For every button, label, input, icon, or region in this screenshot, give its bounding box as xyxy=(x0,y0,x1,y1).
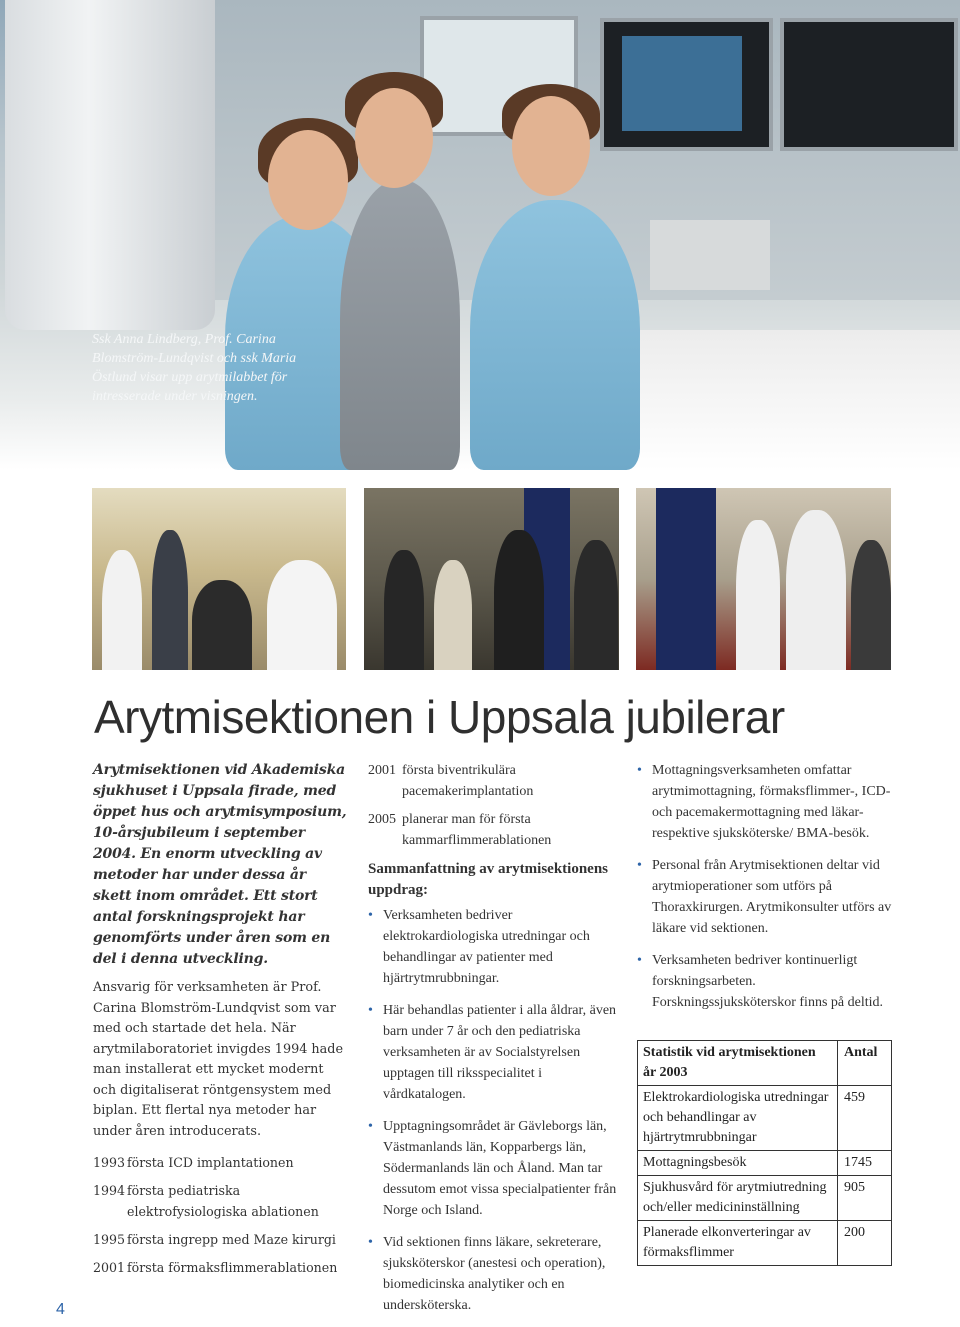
timeline-event: första ingrepp med Maze kirurgi xyxy=(127,1232,336,1247)
table-cell-label: Sjukhusvård för arytmiutredning och/eller medicininställning xyxy=(638,1176,838,1221)
table-cell-value: 200 xyxy=(838,1221,892,1266)
list-item: • Vid sektionen finns läkare, sekreterare, sjuksköterskor (anestesi och operation), biomedicinska analytiker och en undersköterska. xyxy=(368,1232,623,1316)
summary-heading: Sammanfattning av arytmisektionens uppdrag: xyxy=(368,861,609,898)
mission-list xyxy=(368,905,623,1316)
timeline-event: första pediatriska elektrofysiologiska ablationen xyxy=(127,1183,319,1219)
timeline-event: planerar man för första kammarflimmerablationen xyxy=(402,812,552,848)
table-header-label: Statistik vid arytmisektionen år 2003 xyxy=(638,1041,838,1086)
table-row xyxy=(638,1221,892,1266)
bullet-icon: • xyxy=(368,1119,373,1134)
activity-list xyxy=(637,760,892,1013)
list-item: • Verksamheten bedriver kontinuerligt forskningsarbeten. Forskningssjuksköterskor finns på deltid. xyxy=(637,950,892,1013)
bullet-icon: • xyxy=(637,763,642,778)
event-photo xyxy=(364,488,619,670)
column-2 xyxy=(368,760,623,1327)
timeline-event: första biventrikulära pacemakerimplantation xyxy=(402,763,534,799)
table-cell-label: Planerade elkonverteringar av förmaksflimmer xyxy=(638,1221,838,1266)
timeline-year: 1993 xyxy=(93,1155,126,1170)
table-row xyxy=(638,1151,892,1176)
bullet-icon: • xyxy=(368,1235,373,1250)
sink xyxy=(650,220,770,290)
page-number: 4 xyxy=(56,1301,65,1318)
bullet-icon: • xyxy=(637,953,642,968)
list-item: • Upptagningsområdet är Gävleborgs län, Västmanlands län, Kopparbergs län, Södermanlands län och Åland. Man tar dessutom emot vissa specialpatienter från Norge och Island. xyxy=(368,1116,623,1221)
timeline-row xyxy=(93,1257,348,1278)
timeline-row xyxy=(93,1180,348,1222)
table-header-value: Antal xyxy=(838,1041,892,1086)
table-cell-label: Elektrokardiologiska utredningar och behandlingar av hjärtrytmrubbningar xyxy=(638,1086,838,1151)
table-cell-value: 459 xyxy=(838,1086,892,1151)
column-3 xyxy=(637,760,892,1024)
monitor xyxy=(600,18,773,151)
bullet-icon: • xyxy=(637,858,642,873)
timeline-year: 1994 xyxy=(93,1183,126,1198)
list-item: • Verksamheten bedriver elektrokardiologiska utredningar och behandlingar av patienter med hjärtrytmrubbningar. xyxy=(368,905,623,989)
timeline-row xyxy=(93,1229,348,1250)
list-item: • Här behandlas patienter i alla åldrar, även barn under 7 år och den pediatriska verksamheten är av Socialstyrelsen upptagen till riksspecialitet i vårdkatalogen. xyxy=(368,1000,623,1105)
timeline-row xyxy=(93,1152,348,1173)
table-cell-value: 905 xyxy=(838,1176,892,1221)
intro-paragraph: Arytmisektionen vid Akademiska sjukhuset i Uppsala firade, med öppet hus och arytmisymposium, 10-årsjubileum i september 2004. En enorm utveckling av metoder har under dessa år skett inom området. Ett stort antal forskningsprojekt har genomförts under åren som en del i denna utveckling. xyxy=(93,762,347,967)
photo-caption: Ssk Anna Lindberg, Prof. Carina Blomström-Lundqvist och ssk Maria Östlund visar upp arytmilabbet för intresserade under visningen. xyxy=(92,332,297,404)
timeline-row xyxy=(368,760,623,802)
list-item: • Personal från Arytmisektionen deltar vid arytmioperationer som utförs på Thoraxkirurgen. Arytmikonsulter utförs av läkare vid sektionen. xyxy=(637,855,892,939)
bullet-icon: • xyxy=(368,908,373,923)
timeline-row xyxy=(368,809,623,851)
list-item: • Mottagningsverksamheten omfattar arytmimottagning, förmaksflimmer-, ICD- och pacemakermottagning med läkar- respektive sjuksköterske/ BMA-besök. xyxy=(637,760,892,844)
timeline-year: 1995 xyxy=(93,1232,126,1247)
table-row xyxy=(638,1176,892,1221)
event-photo xyxy=(92,488,346,670)
column-1 xyxy=(93,760,348,1285)
person xyxy=(470,200,640,470)
table-row xyxy=(638,1086,892,1151)
person xyxy=(340,180,460,470)
timeline-year: 2001 xyxy=(368,763,396,778)
table-header-row xyxy=(638,1041,892,1086)
xray-equipment xyxy=(5,0,215,330)
event-photo xyxy=(636,488,891,670)
timeline-event: första förmaksflimmerablationen xyxy=(127,1260,338,1275)
bullet-icon: • xyxy=(368,1003,373,1018)
table-cell-value: 1745 xyxy=(838,1151,892,1176)
monitor xyxy=(780,18,958,151)
timeline-year: 2005 xyxy=(368,812,396,827)
body-paragraph: Ansvarig för verksamheten är Prof. Carina Blomström-Lundqvist som var med och startade det hela. När arytmilaboratoriet invigdes 1994 hade man installerat ett mycket modernt och digitaliserat röntgensystem med biplan. Ett flertal nya metoder har under åren introducerats. xyxy=(93,980,344,1139)
timeline-event: första ICD implantationen xyxy=(127,1155,294,1170)
statistics-table xyxy=(637,1040,892,1266)
table-cell-label: Mottagningsbesök xyxy=(638,1151,838,1176)
article-title: Arytmisektionen i Uppsala jubilerar xyxy=(94,691,785,743)
timeline-year: 2001 xyxy=(93,1260,126,1275)
